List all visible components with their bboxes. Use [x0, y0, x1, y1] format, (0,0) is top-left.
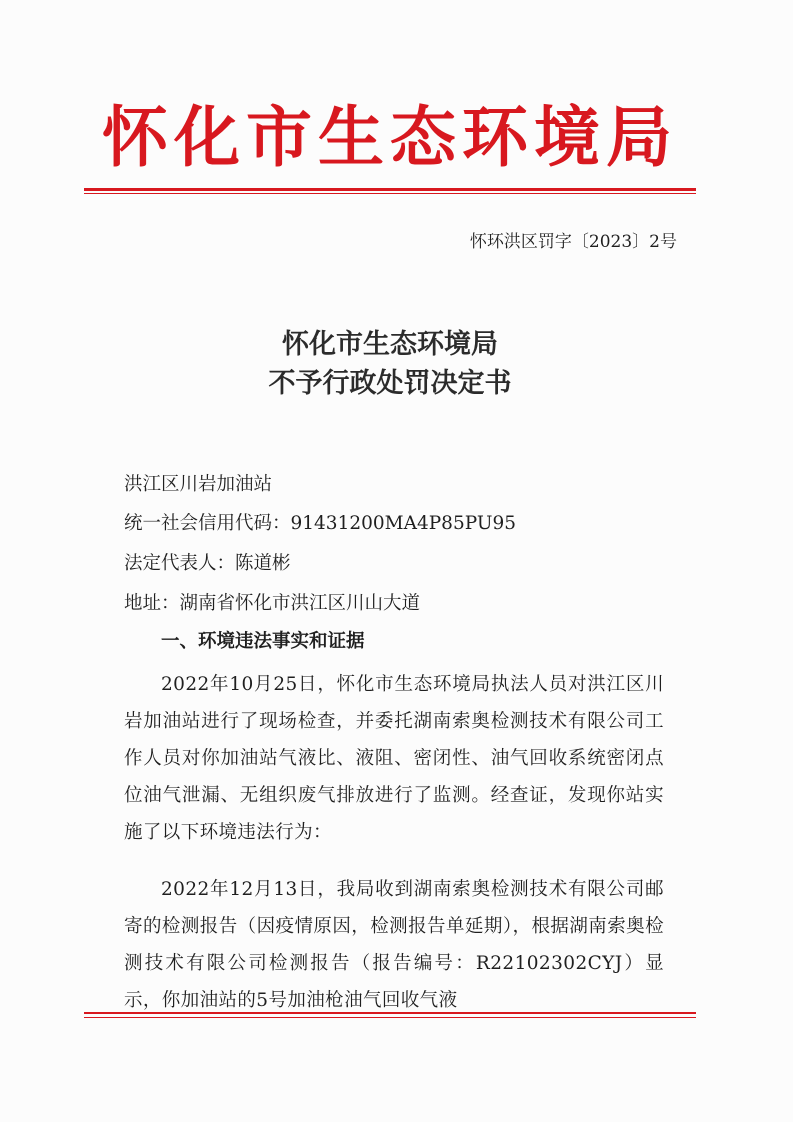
agency-letterhead: 怀化市生态环境局	[102, 99, 678, 176]
footer-red-rule-thick	[84, 1012, 696, 1014]
document-title-line1: 怀化市生态环境局	[282, 329, 498, 360]
paragraph-inspection: 2022年10月25日，怀化市生态环境局执法人员对洪江区川岩加油站进行了现场检查，并委托湖南索奥检测技术有限公司工作人员对你加油站气液比、液阻、密闭性、油气回收系统密闭点位油气泄漏、无组织废气排放进行了监测。经查证，发现你站实施了以下环境违法行为：	[124, 674, 664, 843]
letterhead-red-rule-thick	[84, 188, 696, 191]
party-name: 洪江区川岩加油站	[124, 474, 273, 495]
document-number: 怀环洪区罚字〔2023〕2号	[469, 232, 677, 252]
document-title-line2: 不予行政处罚决定书	[268, 368, 512, 399]
footer-red-rule-thin	[84, 1017, 696, 1018]
legal-representative-line: 法定代表人：陈道彬	[124, 553, 291, 574]
paragraph-test-report: 2022年12月13日，我局收到湖南索奥检测技术有限公司邮寄的检测报告（因疫情原因，检测报告单延期），根据湖南索奥检测技术有限公司检测报告（报告编号：R22102302CYJ）显示，你加油站的5号加油枪油气回收气液	[124, 879, 664, 1011]
section-heading-violation-facts: 一、环境违法事实和证据	[161, 631, 365, 652]
letterhead-red-rule-thin	[84, 193, 696, 194]
address-line: 地址：湖南省怀化市洪江区川山大道	[124, 593, 421, 614]
credit-code-line: 统一社会信用代码：91431200MA4P85PU95	[124, 513, 516, 534]
